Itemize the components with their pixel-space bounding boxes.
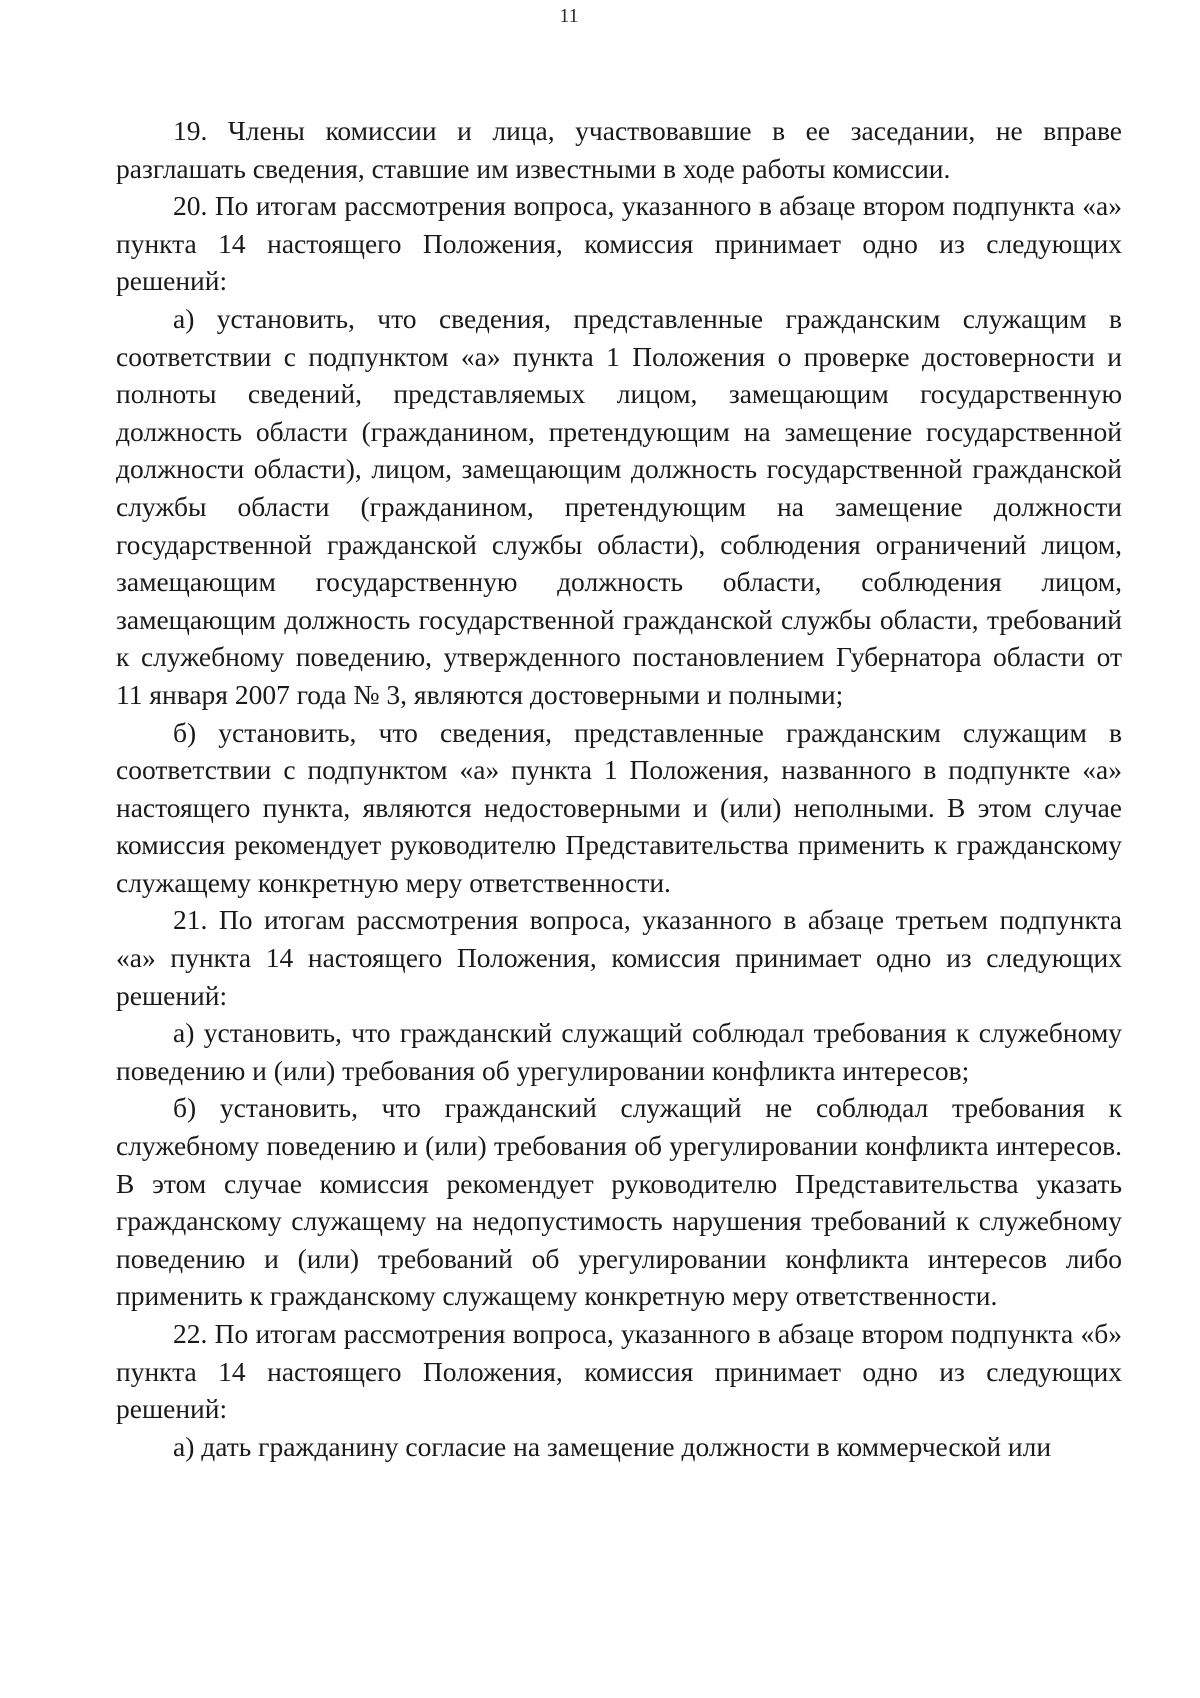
paragraph-20: 20. По итогам рассмотрения вопроса, указанного в абзаце втором подпункта «а» пункта 14 настоящего Положения, комиссия принимает одно из следующих решений: xyxy=(116,190,1122,297)
paragraph-19: 19. Члены комиссии и лица, участвовавшие в ее заседании, не вправе разглашать сведения, ставшие им известными в ходе работы комиссии. xyxy=(116,115,1122,184)
paragraph-21: 21. По итогам рассмотрения вопроса, указанного в абзаце третьем подпункта «а» пункта 14 настоящего Положения, комиссия принимает одно из следующих решений: xyxy=(116,904,1122,1011)
paragraph-21-a: а) установить, что гражданский служащий соблюдал требования к служебному поведению и (или) требования об урегулировании конфликта интересов; xyxy=(116,1017,1122,1086)
document-body xyxy=(116,112,1122,1465)
paragraph-20-b: б) установить, что сведения, представленные гражданским служащим в соответствии с подпунктом «а» пункта 1 Положения, названного в подпункте «а» настоящего пункта, являются недостоверными и (или) неполными. В этом случае комиссия рекомендует руководителю Представительства применить к гражданскому служащему конкретную меру ответственности. xyxy=(116,716,1122,898)
paragraph-22-a: а) дать гражданину согласие на замещение должности в коммерческой или xyxy=(173,1430,1052,1462)
page-number: 11 xyxy=(559,5,579,27)
paragraph-20-a: а) установить, что сведения, представленные гражданским служащим в соответствии с подпунктом «а» пункта 1 Положения о проверке достоверности и полноты сведений, представляемых лицом, замещающим государственную должность области (гражданином, претендующим на замещение государственной должности области), лицом, замещающим должность государственной гражданской службы области (гражданином, претендующим на замещение должности государственной гражданской службы области), соблюдения ограничений лицом, замещающим государственную должность области, соблюдения лицом, замещающим должность государственной гражданской службы области, требований к служебному поведению, утвержденного постановлением Губернатора области от 11 января 2007 года № 3, являются достоверными и полными; xyxy=(116,302,1122,710)
paragraph-21-b: б) установить, что гражданский служащий не соблюдал требования к служебному поведению и (или) требования об урегулировании конфликта интересов. В этом случае комиссия рекомендует руководителю Представительства указать гражданскому служащему на недопустимость нарушения требований к служебному поведению и (или) требований об урегулировании конфликта интересов либо применить к гражданскому служащему конкретную меру ответственности. xyxy=(116,1092,1122,1312)
paragraph-22: 22. По итогам рассмотрения вопроса, указанного в абзаце втором подпункта «б» пункта 14 настоящего Положения, комиссия принимает одно из следующих решений: xyxy=(116,1318,1122,1425)
